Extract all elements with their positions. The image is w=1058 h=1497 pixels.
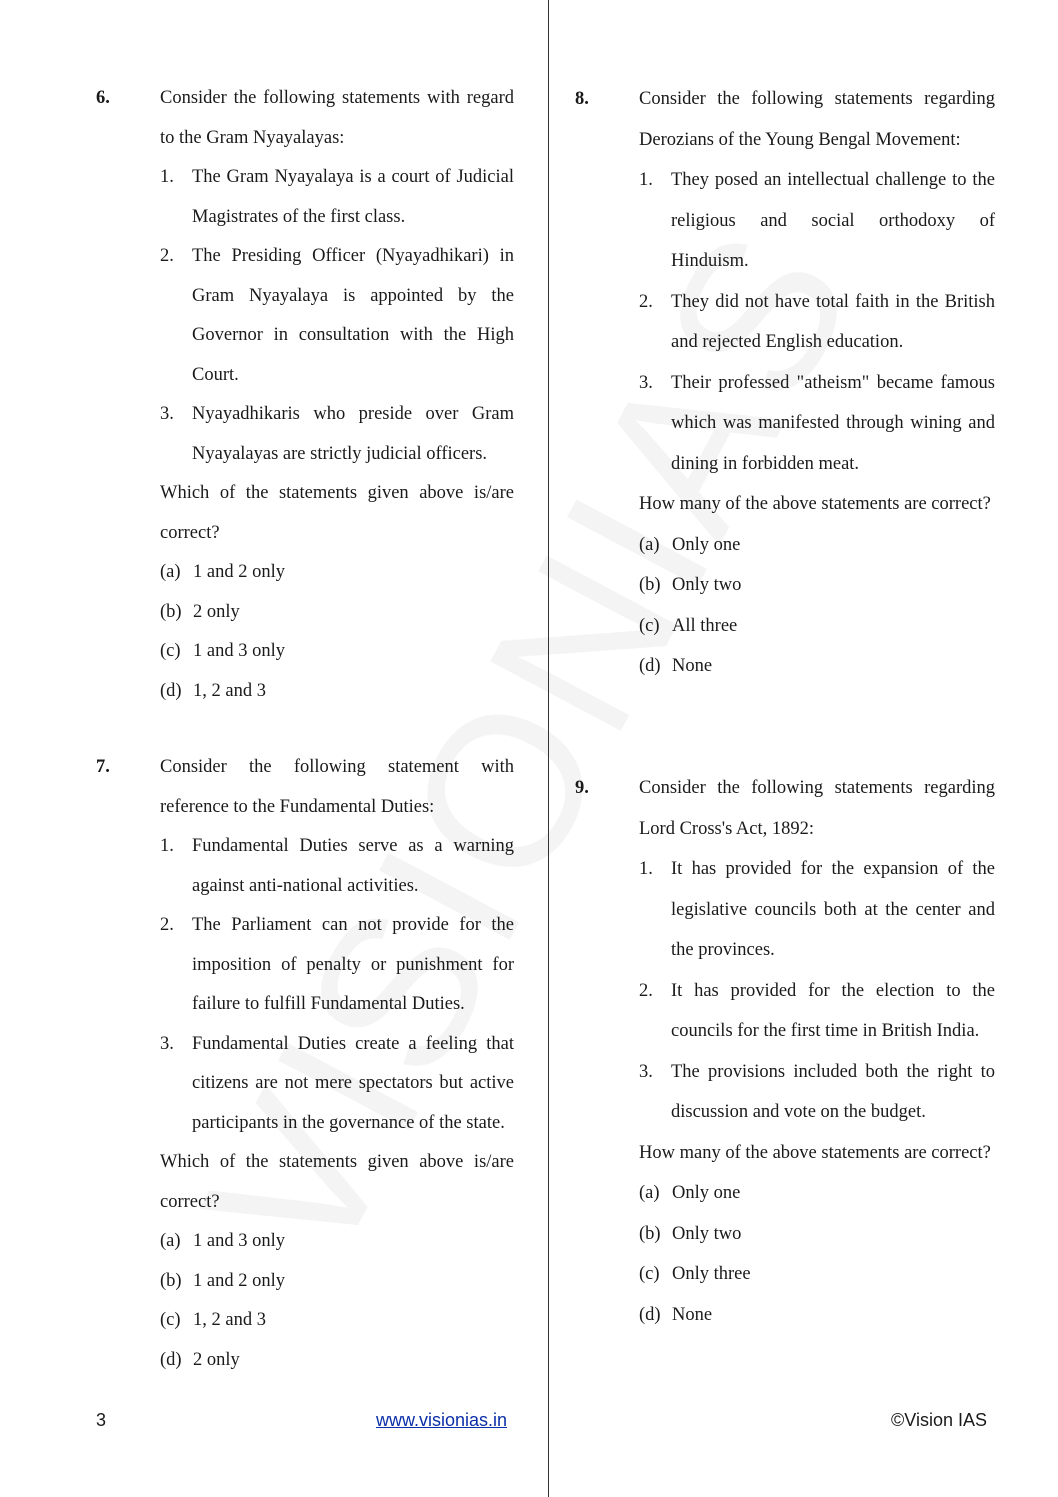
option: (b) Only two xyxy=(639,1223,742,1244)
statement: 1. The Gram Nyayalaya is a court of Judicial Magistrates of the first class. xyxy=(160,167,514,227)
statement: 2. It has provided for the election to the councils for the first time in British India. xyxy=(639,980,995,1041)
statement: 1. They posed an intellectual challenge to the religious and social orthodoxy of Hinduism. xyxy=(639,170,995,271)
question-7 xyxy=(96,748,514,1380)
statement: 3. Nyayadhikaris who preside over Gram Nyayalayas are strictly judicial officers. xyxy=(160,404,514,464)
question-stem: Consider the following statements regarding Derozians of the Young Bengal Movement: xyxy=(639,89,995,150)
option: (a) Only one xyxy=(639,1183,741,1203)
option: (c) 1, 2 and 3 xyxy=(160,1310,266,1330)
question-6 xyxy=(96,79,514,711)
option: (b) Only two xyxy=(639,575,742,595)
statement: 1. Fundamental Duties serve as a warning against anti-national activities. xyxy=(160,836,514,896)
question-number: 6. xyxy=(96,88,110,108)
question-stem: Consider the following statements with regard to the Gram Nyayalayas: xyxy=(160,88,514,148)
statement: 1. It has provided for the expansion of the legislative councils both at the center and the provinces. xyxy=(639,859,995,960)
question-number: 9. xyxy=(575,778,589,798)
option: (b) 1 and 2 only xyxy=(160,1270,285,1291)
question-prompt: How many of the above statements are correct? xyxy=(639,1142,991,1163)
option: (c) 1 and 3 only xyxy=(160,641,285,661)
column-divider xyxy=(548,0,549,1497)
question-prompt: Which of the statements given above is/are correct? xyxy=(160,1152,514,1212)
option: (c) Only three xyxy=(639,1264,751,1284)
question-prompt: Which of the statements given above is/are correct? xyxy=(160,483,514,543)
statement: 3. Fundamental Duties create a feeling that citizens are not mere spectators but active participants in the governance of the state. xyxy=(160,1033,514,1133)
question-number: 7. xyxy=(96,757,110,777)
option: (a) Only one xyxy=(639,534,741,555)
question-9 xyxy=(575,768,995,1335)
option: (d) None xyxy=(639,656,713,676)
question-number: 8. xyxy=(575,89,589,109)
statement: 2. They did not have total faith in the British and rejected English education. xyxy=(639,291,995,352)
question-prompt: How many of the above statements are correct? xyxy=(639,494,991,514)
website-link[interactable]: www.visionias.in xyxy=(376,1410,508,1430)
option: (d) 1, 2 and 3 xyxy=(160,680,266,701)
statement: 3. The provisions included both the right to discussion and vote on the budget. xyxy=(639,1061,995,1122)
option: (d) 2 only xyxy=(160,1349,240,1370)
option: (b) 2 only xyxy=(160,601,240,622)
statement: 3. Their professed "atheism" became famous which was manifested through wining and dining in forbidden meat. xyxy=(639,372,995,474)
page-number: 3 xyxy=(96,1410,107,1430)
copyright-notice: ©Vision IAS xyxy=(891,1410,987,1430)
option: (d) None xyxy=(639,1304,713,1325)
option: (a) 1 and 3 only xyxy=(160,1231,285,1251)
statement: 2. The Parliament can not provide for the imposition of penalty or punishment for failure to fulfill Fundamental Duties. xyxy=(160,915,514,1014)
option: (a) 1 and 2 only xyxy=(160,562,285,582)
question-stem: Consider the following statements regarding Lord Cross's Act, 1892: xyxy=(639,778,995,839)
option: (c) All three xyxy=(639,615,738,636)
question-8 xyxy=(575,79,995,687)
statement: 2. The Presiding Officer (Nyayadhikari) in Gram Nyayalaya is appointed by the Governor in consultation with the High Court. xyxy=(160,246,514,385)
question-stem: Consider the following statement with reference to the Fundamental Duties: xyxy=(160,757,514,817)
